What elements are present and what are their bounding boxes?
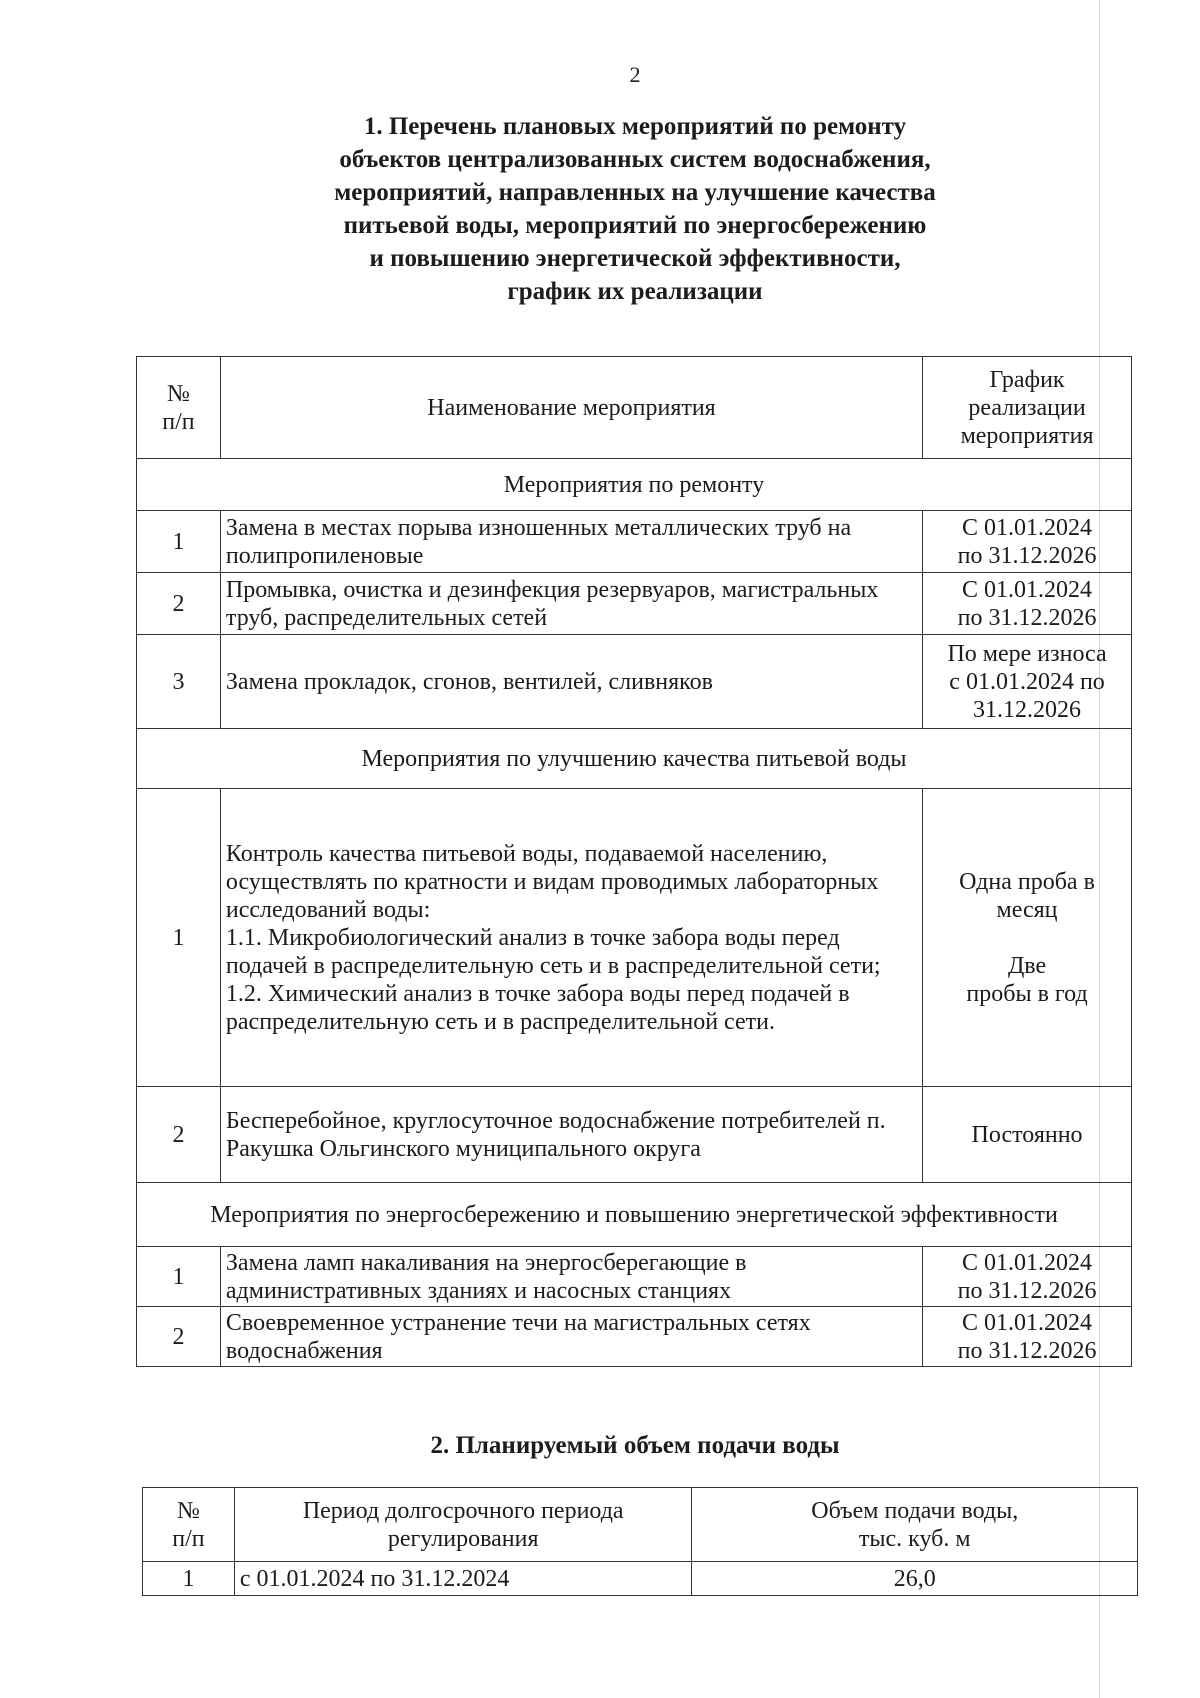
row-num: 1	[137, 1247, 221, 1307]
row-name: Контроль качества питьевой воды, подаваемой населению, осуществлять по кратности и видам проводимых лабораторных исследований воды: 1.1. Микробиологический анализ в точке забора воды перед подачей в распределительную сеть и в распределительной сети; 1.2. Химический анализ в точке забора воды перед подачей в распределительную сеть и в распределительной сети.	[220, 789, 922, 1087]
row-num: 2	[137, 1307, 221, 1367]
table-row	[137, 1247, 1132, 1307]
table-header-row	[143, 1488, 1138, 1562]
header-schedule: График реализации мероприятия	[923, 357, 1132, 459]
table-row	[137, 789, 1132, 1087]
row-volume: 26,0	[692, 1562, 1138, 1596]
row-schedule: С 01.01.2024 по 31.12.2026	[923, 1307, 1132, 1367]
row-schedule: С 01.01.2024 по 31.12.2026	[923, 511, 1132, 573]
header-num: № п/п	[137, 357, 221, 459]
water-volume-table	[142, 1487, 1138, 1596]
row-num: 1	[137, 789, 221, 1087]
row-name: Бесперебойное, круглосуточное водоснабжение потребителей п. Ракушка Ольгинского муниципального округа	[220, 1087, 922, 1183]
table-row	[137, 1087, 1132, 1183]
page-number: 2	[629, 62, 641, 87]
group-title: Мероприятия по ремонту	[137, 459, 1132, 511]
row-num: 1	[143, 1562, 235, 1596]
row-name: Промывка, очистка и дезинфекция резервуаров, магистральных труб, распределительных сетей	[220, 573, 922, 635]
table-row	[137, 1307, 1132, 1367]
group-row	[137, 729, 1132, 789]
row-schedule: Одна проба в месяц Две пробы в год	[923, 789, 1132, 1087]
row-schedule: С 01.01.2024 по 31.12.2026	[923, 573, 1132, 635]
row-name: Замена прокладок, сгонов, вентилей, сливняков	[220, 635, 922, 729]
row-num: 3	[137, 635, 221, 729]
row-schedule: Постоянно	[923, 1087, 1132, 1183]
header-period: Период долгосрочного периода регулирования	[234, 1488, 692, 1562]
row-name: Замена ламп накаливания на энергосберегающие в административных зданиях и насосных станциях	[220, 1247, 922, 1307]
group-title: Мероприятия по улучшению качества питьевой воды	[137, 729, 1132, 789]
measures-table	[136, 356, 1132, 1367]
group-title: Мероприятия по энергосбережению и повышению энергетической эффективности	[137, 1183, 1132, 1247]
row-num: 1	[137, 511, 221, 573]
table-header-row	[137, 357, 1132, 459]
header-num: № п/п	[143, 1488, 235, 1562]
header-volume: Объем подачи воды, тыс. куб. м	[692, 1488, 1138, 1562]
section1-title: 1. Перечень плановых мероприятий по ремонту объектов централизованных систем водоснабжения, мероприятий, направленных на улучшение качества питьевой воды, мероприятий по энергосбережению и повышению энергетической эффективности, график их реализации	[334, 113, 936, 305]
row-period: с 01.01.2024 по 31.12.2024	[234, 1562, 692, 1596]
group-row	[137, 459, 1132, 511]
group-row	[137, 1183, 1132, 1247]
row-schedule: С 01.01.2024 по 31.12.2026	[923, 1247, 1132, 1307]
table-row	[137, 511, 1132, 573]
row-name: Своевременное устранение течи на магистральных сетях водоснабжения	[220, 1307, 922, 1367]
section2-title: 2. Планируемый объем подачи воды	[430, 1432, 840, 1459]
row-schedule: По мере износа с 01.01.2024 по 31.12.2026	[923, 635, 1132, 729]
table-row	[143, 1562, 1138, 1596]
row-num: 2	[137, 573, 221, 635]
table-row	[137, 635, 1132, 729]
table-row	[137, 573, 1132, 635]
header-name: Наименование мероприятия	[220, 357, 922, 459]
row-num: 2	[137, 1087, 221, 1183]
row-name: Замена в местах порыва изношенных металлических труб на полипропиленовые	[220, 511, 922, 573]
